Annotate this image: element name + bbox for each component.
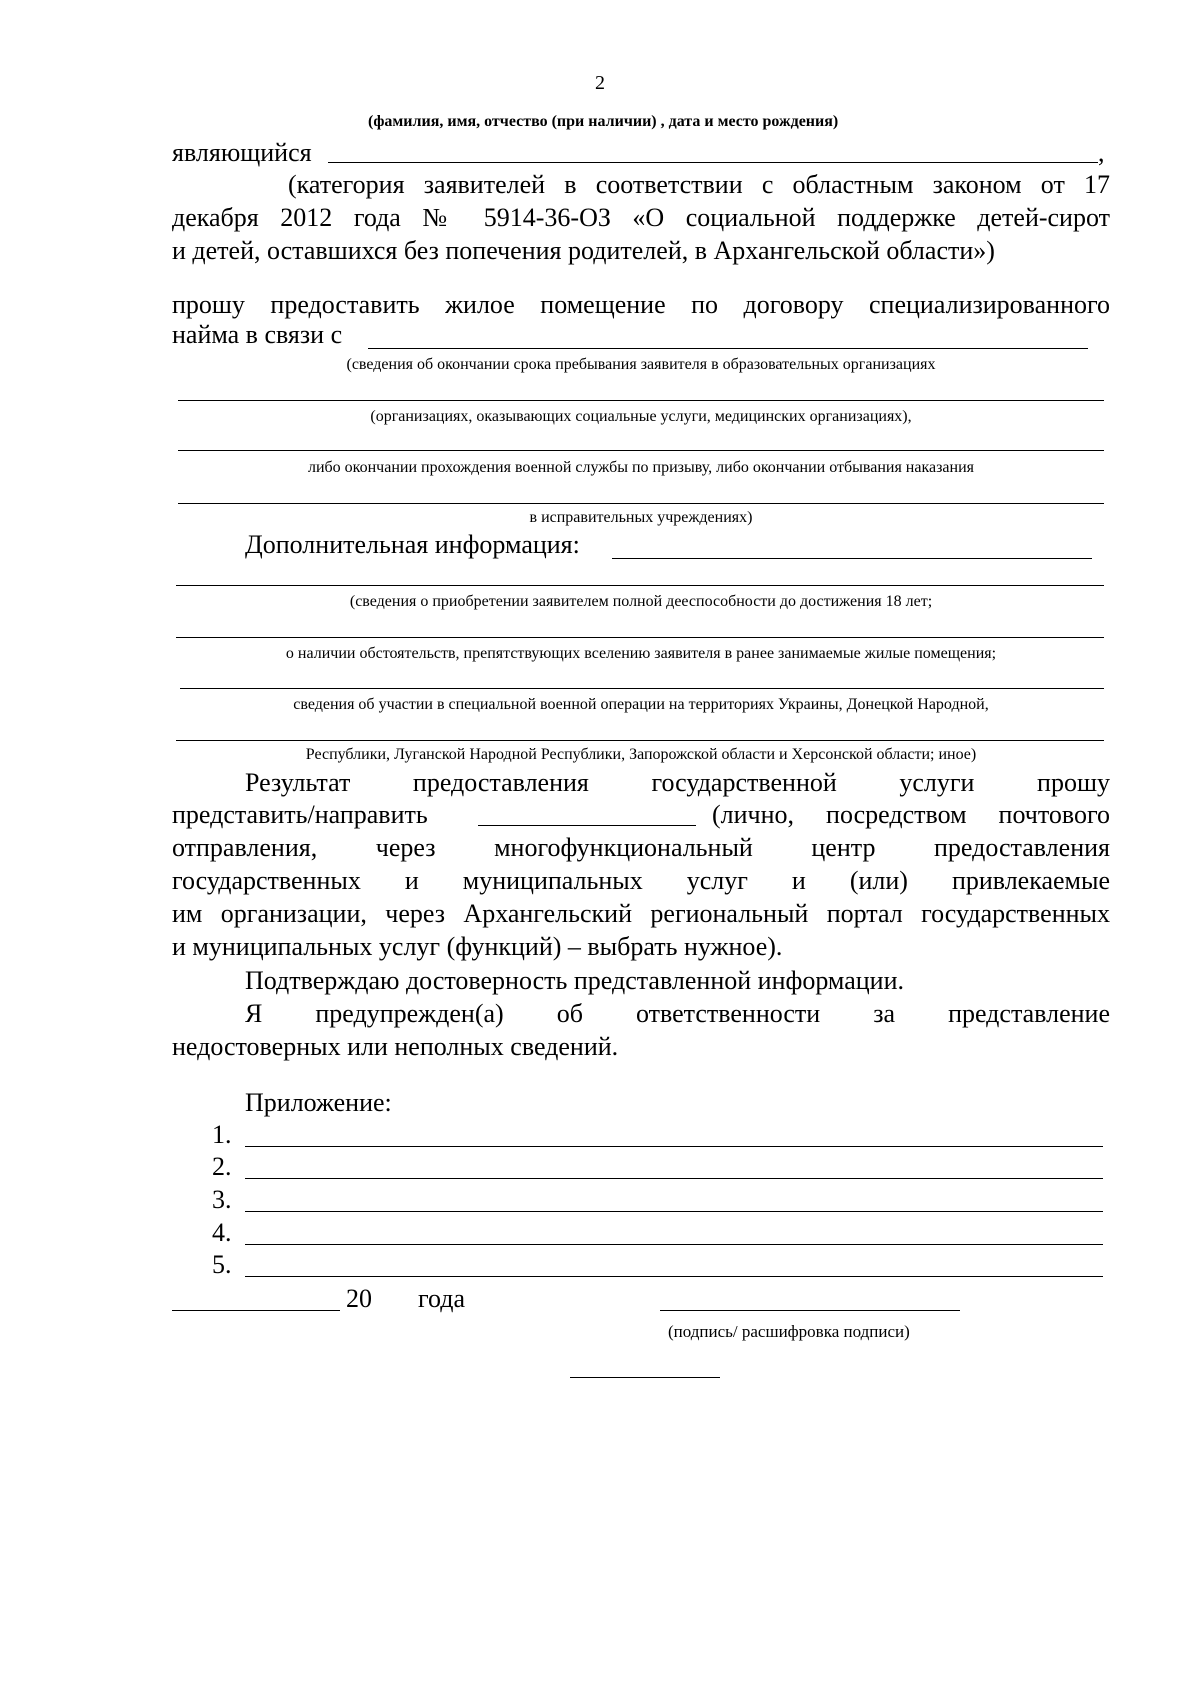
attachment-line-1[interactable]: [245, 1146, 1103, 1147]
warning-line-2: недостоверных или неполных сведений.: [172, 1032, 619, 1061]
end-divider: [570, 1377, 720, 1378]
year-prefix: 20: [346, 1284, 372, 1313]
additional-underline-4[interactable]: [180, 688, 1104, 689]
additional-underline-5[interactable]: [176, 740, 1104, 741]
result-line-6: и муниципальных услуг (функций) – выбрать нужное).: [172, 932, 783, 961]
additional-caption-3: сведения об участии в специальной военной операции на территориях Украины, Донецкой Народной,: [293, 696, 989, 713]
category-line-3: и детей, оставшихся без попечения родителей, в Архангельской области»): [172, 236, 995, 265]
applicant-label: являющийся: [172, 138, 312, 167]
applicant-underline[interactable]: [328, 162, 1098, 163]
request-caption-1: (сведения об окончании срока пребывания заявителя в образовательных организациях: [346, 356, 936, 373]
result-line-4: государственных и муниципальных услуг и (или) привлекаемые: [172, 866, 1110, 895]
result-line-5: им организации, через Архангельский региональный портал государственных: [172, 899, 1110, 928]
result-delivery-underline[interactable]: [478, 825, 696, 826]
additional-caption-1: (сведения о приобретении заявителем полной дееспособности до достижения 18 лет;: [349, 593, 933, 610]
additional-caption-2: о наличии обстоятельств, препятствующих вселению заявителя в ранее занимаемые жилые помещения;: [285, 645, 997, 662]
attachments-label: Приложение:: [245, 1088, 392, 1117]
applicant-comma: ,: [1098, 138, 1105, 167]
request-underline-1[interactable]: [368, 348, 1088, 349]
category-line-1: (категория заявителей в соответствии с областным законом от 17: [288, 170, 1110, 199]
request-caption-2: (организациях, оказывающих социальные услуги, медицинских организациях),: [370, 408, 912, 425]
category-line-2: декабря 2012 года № 5914-36-ОЗ «О социальной поддержке детей-сирот: [172, 203, 1110, 232]
attachment-line-2[interactable]: [245, 1178, 1103, 1179]
result-line-2-right: (лично, посредством почтового: [712, 800, 1110, 829]
request-line-1: прошу предоставить жилое помещение по договору специализированного: [172, 290, 1110, 319]
confirm-text: Подтверждаю достоверность представленной информации.: [245, 966, 904, 995]
additional-underline-3[interactable]: [176, 637, 1104, 638]
year-suffix: года: [418, 1284, 466, 1313]
signature-caption: (подпись/ расшифровка подписи): [668, 1322, 910, 1341]
request-line-2: найма в связи с: [172, 320, 343, 349]
request-underline-4[interactable]: [178, 503, 1104, 504]
attachment-line-5[interactable]: [245, 1276, 1103, 1277]
result-line-2-left: представить/направить: [172, 800, 428, 829]
attachment-number-3: 3.: [212, 1185, 232, 1214]
request-underline-2[interactable]: [178, 400, 1104, 401]
attachment-number-1: 1.: [212, 1120, 232, 1149]
result-line-1: Результат предоставления государственной услуги прошу: [245, 768, 1110, 797]
attachment-line-4[interactable]: [245, 1244, 1103, 1245]
attachment-number-2: 2.: [212, 1152, 232, 1181]
additional-underline-1[interactable]: [612, 558, 1092, 559]
date-underline[interactable]: [172, 1310, 340, 1311]
request-caption-4: в исправительных учреждениях): [529, 509, 753, 526]
additional-label: Дополнительная информация:: [245, 530, 580, 559]
additional-underline-2[interactable]: [176, 585, 1104, 586]
attachment-number-4: 4.: [212, 1218, 232, 1247]
page-number: 2: [595, 72, 605, 94]
warning-line-1: Я предупрежден(а) об ответственности за представление: [245, 999, 1110, 1028]
attachment-number-5: 5.: [212, 1250, 232, 1279]
request-underline-3[interactable]: [178, 450, 1104, 451]
additional-caption-4: Республики, Луганской Народной Республики, Запорожской области и Херсонской области; иное): [305, 746, 977, 763]
result-line-3: отправления, через многофункциональный центр предоставления: [172, 833, 1110, 862]
caption-fio: (фамилия, имя, отчество (при наличии) , дата и место рождения): [368, 113, 839, 130]
attachment-line-3[interactable]: [245, 1211, 1103, 1212]
signature-underline[interactable]: [660, 1310, 960, 1311]
request-caption-3: либо окончании прохождения военной службы по призыву, либо окончании отбывания наказания: [307, 459, 975, 476]
